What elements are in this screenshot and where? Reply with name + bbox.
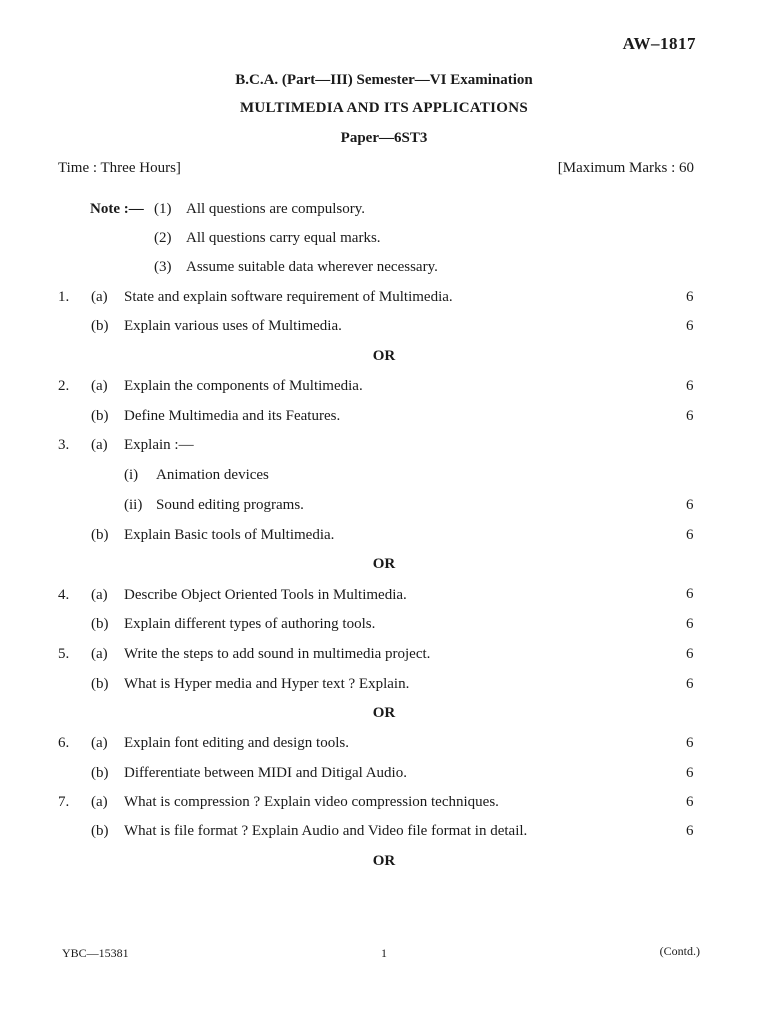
question-text: What is Hyper media and Hyper text ? Explain. (124, 676, 410, 692)
question-part: (a) (91, 587, 108, 603)
paper-number: Paper—6ST3 (340, 130, 428, 146)
footer-code: YBC—15381 (62, 946, 129, 960)
question-part: (a) (91, 646, 108, 662)
note-item-text: All questions are compulsory. (186, 201, 365, 217)
question-marks: 6 (686, 586, 694, 602)
question-part: (b) (91, 318, 109, 334)
question-text: Explain different types of authoring tools. (124, 616, 376, 632)
question-text: Write the steps to add sound in multimedia project. (124, 646, 431, 662)
question-number: 4. (58, 587, 70, 603)
question-number: 1. (58, 289, 70, 305)
question-marks: 6 (686, 318, 694, 334)
question-text: Describe Object Oriented Tools in Multimedia. (124, 587, 407, 603)
question-part: (a) (91, 437, 108, 453)
question-number: 3. (58, 437, 70, 453)
question-marks: 6 (686, 378, 694, 394)
question-part: (a) (91, 289, 108, 305)
note-item-text: Assume suitable data wherever necessary. (186, 259, 438, 275)
or-separator: OR (372, 348, 396, 364)
question-part: (a) (91, 378, 108, 394)
question-number: 5. (58, 646, 70, 662)
question-part: (a) (91, 794, 108, 810)
max-marks-label: [Maximum Marks : 60 (557, 160, 694, 176)
question-number: 7. (58, 794, 70, 810)
exam-title: B.C.A. (Part—III) Semester—VI Examination (235, 72, 533, 88)
sub-question-number: (ii) (124, 497, 143, 513)
note-item-number: (3) (154, 259, 172, 275)
note-label: Note :— (90, 201, 144, 217)
question-marks: 6 (686, 735, 694, 751)
or-separator: OR (372, 705, 396, 721)
question-text: Explain various uses of Multimedia. (124, 318, 342, 334)
question-part: (b) (91, 616, 109, 632)
time-label: Time : Three Hours] (58, 160, 181, 176)
question-text: What is compression ? Explain video compression techniques. (124, 794, 499, 810)
subject-title: MULTIMEDIA AND ITS APPLICATIONS (239, 100, 529, 116)
question-text: Define Multimedia and its Features. (124, 408, 341, 424)
question-text: What is file format ? Explain Audio and Video file format in detail. (124, 823, 528, 839)
or-separator: OR (372, 556, 396, 572)
question-marks: 6 (686, 616, 694, 632)
question-part: (b) (91, 823, 109, 839)
question-text: Differentiate between MIDI and Ditigal Audio. (124, 765, 407, 781)
question-marks: 6 (686, 408, 694, 424)
question-part: (b) (91, 527, 109, 543)
sub-question-text: Sound editing programs. (156, 497, 304, 513)
question-part: (b) (91, 408, 109, 424)
question-marks: 6 (686, 527, 694, 543)
question-marks: 6 (686, 497, 694, 513)
question-text: State and explain software requirement of Multimedia. (124, 289, 453, 305)
question-text: Explain Basic tools of Multimedia. (124, 527, 335, 543)
question-marks: 6 (686, 794, 694, 810)
question-marks: 6 (686, 646, 694, 662)
or-separator: OR (372, 853, 396, 869)
question-text: Explain font editing and design tools. (124, 735, 349, 751)
question-text: Explain the components of Multimedia. (124, 378, 363, 394)
note-item-number: (1) (154, 201, 172, 217)
sub-question-number: (i) (124, 467, 139, 483)
question-part: (b) (91, 765, 109, 781)
note-item-text: All questions carry equal marks. (186, 230, 381, 246)
question-text: Explain :— (124, 437, 194, 453)
question-part: (b) (91, 676, 109, 692)
note-item-number: (2) (154, 230, 172, 246)
question-marks: 6 (686, 823, 694, 839)
question-marks: 6 (686, 765, 694, 781)
question-marks: 6 (686, 676, 694, 692)
question-part: (a) (91, 735, 108, 751)
question-number: 2. (58, 378, 70, 394)
sub-question-text: Animation devices (156, 467, 269, 483)
question-marks: 6 (686, 289, 694, 305)
page-number: 1 (381, 946, 387, 960)
paper-code: AW–1817 (622, 34, 696, 53)
continued-label: (Contd.) (659, 944, 700, 958)
question-number: 6. (58, 735, 70, 751)
